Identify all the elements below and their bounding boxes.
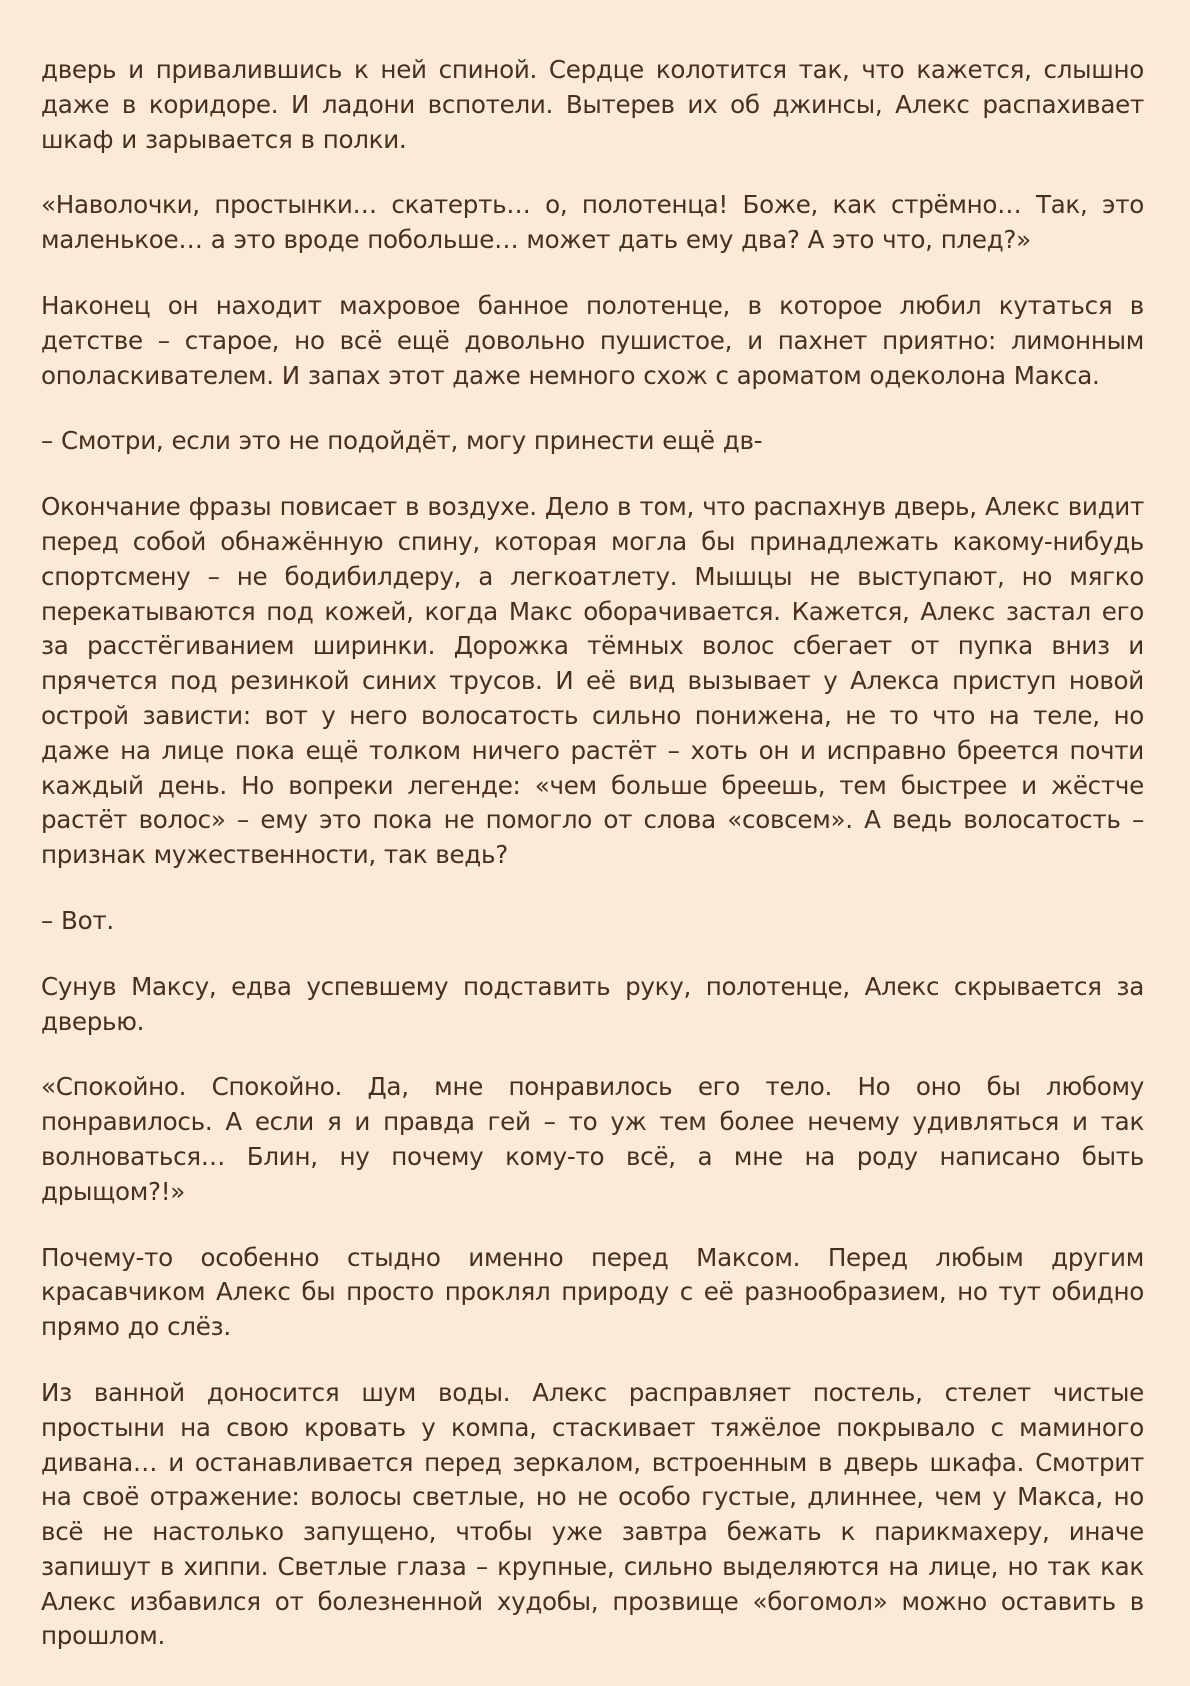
paragraph-1: дверь и привалившись к ней спиной. Сердце колотится так, что кажется, слышно даже в коридоре. И ладони вспотели. Вытерев их об джинсы, Алекс распахивает шкаф и зарывается в полки. [41, 55, 1144, 154]
paragraph-7: Сунув Максу, едва успевшему подставить руку, полотенце, Алекс скрывается за дверью. [41, 971, 1144, 1036]
paragraph-9: Почему-то особенно стыдно именно перед Максом. Перед любым другим красавчиком Алекс бы просто проклял природу с её разнообразием, но тут обидно прямо до слёз. [41, 1242, 1144, 1342]
paragraph-6: – Вот. [41, 905, 114, 935]
paragraph-5: Окончание фразы повисает в воздухе. Дело в том, что распахнув дверь, Алекс видит перед собой обнажённую спину, которая могла бы принадлежать какому-нибудь спортсмену – не бодибилдеру, а легкоатлету. Мышцы не выступают, но мягко перекатываются под кожей, когда Макс оборачивается. Кажется, Алекс застал его за расстёгиванием ширинки. Дорожка тёмных волос сбегает от пупка вниз и прячется под резинкой синих трусов. И её вид вызывает у Алекса приступ новой острой зависти: вот у него волосатость сильно понижена, не то что на теле, но даже на лице пока ещё толком ничего растёт – хоть он и исправно бреется почти каждый день. Но вопреки легенде: «чем больше бреешь, тем быстрее и жёстче растёт волос» – ему это пока не помогло от слова «совсем». А ведь волосатость – признак мужественности, так ведь? [41, 492, 1144, 870]
paragraph-4: – Смотри, если это не подойдёт, могу принести ещё дв- [41, 426, 763, 456]
paragraph-10: Из ванной доносится шум воды. Алекс расправляет постель, стелет чистые простыни на свою кровать у компа, стаскивает тяжёлое покрывало с маминого дивана… и останавливается перед зеркалом, встроенным в дверь шкафа. Смотрит на своё отражение: волосы светлые, но не особо густые, длиннее, чем у Макса, но всё не настолько запущено, чтобы уже завтра бежать к парикмахеру, иначе запишут в хиппи. Светлые глаза – крупные, сильно выделяются на лице, но так как Алекс избавился от болезненной худобы, прозвище «богомол» можно оставить в прошлом. [41, 1377, 1144, 1651]
paragraph-3: Наконец он находит махровое банное полотенце, в которое любил кутаться в детстве – старое, но всё ещё довольно пушистое, и пахнет приятно: лимонным ополаскивателем. И запах этот даже немного схож с ароматом одеколона Макса. [41, 290, 1144, 390]
paragraph-2: «Наволочки, простынки… скатерть… о, полотенца! Боже, как стрёмно… Так, это маленькое… а это вроде побольше… может дать ему два? А это что, плед?» [41, 190, 1144, 255]
paragraph-8: «Спокойно. Спокойно. Да, мне понравилось его тело. Но оно бы любому понравилось. А если я и правда гей – то уж тем более нечему удивляться и так волноваться… Блин, ну почему кому-то всё, а мне на роду написано быть дрыщом?!» [41, 1072, 1144, 1206]
